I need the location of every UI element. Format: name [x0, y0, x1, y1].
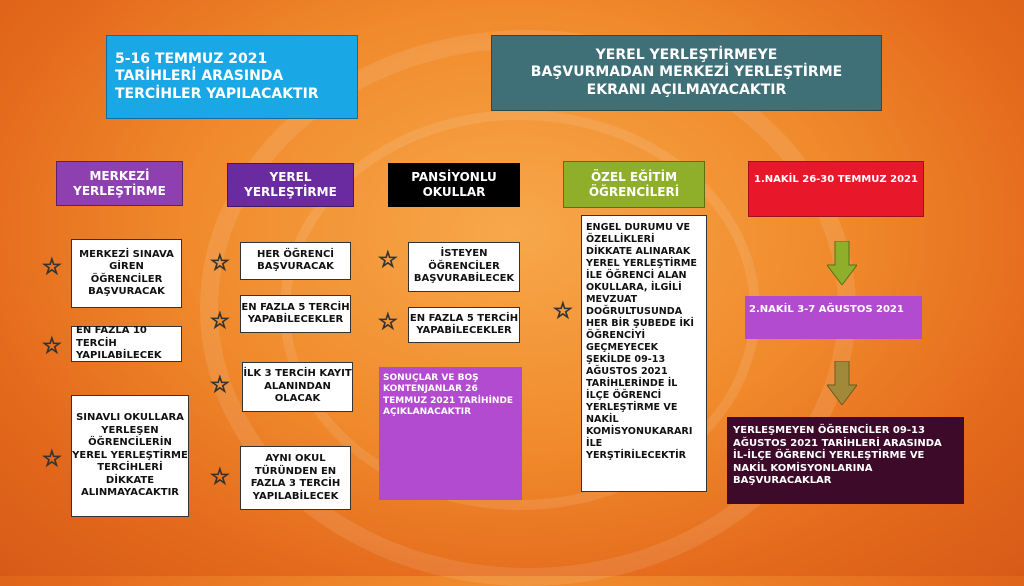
star-icon: ☆: [210, 373, 230, 398]
star-icon: ☆: [553, 299, 573, 324]
star-icon: ☆: [378, 310, 398, 335]
yerel-item-2: EN FAZLA 5 TERCİH YAPABİLECEKLER: [240, 295, 351, 333]
merkezi-header: MERKEZİ YERLEŞTİRME: [56, 161, 183, 206]
star-icon: ☆: [42, 255, 62, 280]
star-icon: ☆: [42, 334, 62, 359]
nakil1-box: 1.NAKİL 26-30 TEMMUZ 2021: [748, 161, 924, 217]
ozel-egitim-text-box: ENGEL DURUMU VE ÖZELLİKLERİ DİKKATE ALINARAK YEREL YERLEŞTİRME İLE ÖĞRENCİ ALAN OKULLARA, İLGİLİ MEVZUAT DOĞRULTUSUNDA HER BİR ŞUBEDE İKİ ÖĞRENCİYİ GEÇMEYECEK ŞEKİLDE 09-13 AĞUSTOS 2021 TARİHLERİNDE İL İLÇE ÖĞRENCİ YERLEŞTİRME VE NAKİL KOMİSYONUKARARI İLE YERŞTİRİLECEKTİR: [581, 215, 707, 492]
nakil2-box: 2.NAKİL 3-7 AĞUSTOS 2021: [745, 296, 922, 339]
merkezi-item-3: SINAVLI OKULLARA YERLEŞEN ÖĞRENCİLERİN YEREL YERLEŞTİRME TERCİHLERİ DİKKATE ALINMAYACAKTIR: [71, 395, 189, 517]
sonuclar-box: SONUÇLAR VE BOŞ KONTENJANLAR 26 TEMMUZ 2021 TARİHİNDE AÇIKLANACAKTIR: [379, 367, 522, 500]
pansiyonlu-header: PANSİYONLU OKULLAR: [388, 163, 520, 207]
tercih-dates-text: 5-16 TEMMUZ 2021 TARİHLERİ ARASINDA TERCİHLER YAPILACAKTIR: [115, 50, 319, 102]
merkezi-item-2: EN FAZLA 10 TERCİH YAPILABİLECEK: [71, 326, 182, 362]
yerlesmeyen-box: YERLEŞMEYEN ÖĞRENCİLER 09-13 AĞUSTOS 2021 TARİHLERİ ARASINDA İL-İLÇE ÖĞRENCİ YERLEŞTİRME VE NAKİL KOMİSYONLARINA BAŞVURACAKLAR: [727, 417, 964, 504]
ozel-egitim-header: ÖZEL EĞİTİM ÖĞRENCİLERİ: [563, 161, 705, 208]
down-arrow-icon: [827, 241, 857, 285]
yerel-item-1: HER ÖĞRENCİ BAŞVURACAK: [240, 242, 351, 280]
merkezi-ekran-warning-box: [491, 35, 882, 111]
star-icon: ☆: [42, 447, 62, 472]
yerel-item-3: İLK 3 TERCİH KAYIT ALANINDAN OLACAK: [242, 362, 353, 412]
star-icon: ☆: [210, 251, 230, 276]
star-icon: ☆: [210, 309, 230, 334]
pansiyonlu-item-1: İSTEYEN ÖĞRENCİLER BAŞVURABİLECEK: [408, 242, 520, 292]
pansiyonlu-item-2: EN FAZLA 5 TERCİH YAPABİLECEKLER: [408, 307, 520, 343]
down-arrow-icon: [827, 361, 857, 405]
star-icon: ☆: [210, 465, 230, 490]
tercih-dates-box: [106, 35, 358, 119]
merkezi-ekran-warning-text: YEREL YERLEŞTİRMEYE BAŞVURMADAN MERKEZİ YERLEŞTİRME EKRANI AÇILMAYACAKTIR: [530, 46, 843, 98]
yerel-item-4: AYNI OKUL TÜRÜNDEN EN FAZLA 3 TERCİH YAPILABİLECEK: [240, 446, 351, 510]
yerel-header: YEREL YERLEŞTİRME: [227, 163, 354, 207]
star-icon: ☆: [378, 248, 398, 273]
merkezi-item-1: MERKEZİ SINAVA GİREN ÖĞRENCİLER BAŞVURACAK: [71, 239, 182, 308]
